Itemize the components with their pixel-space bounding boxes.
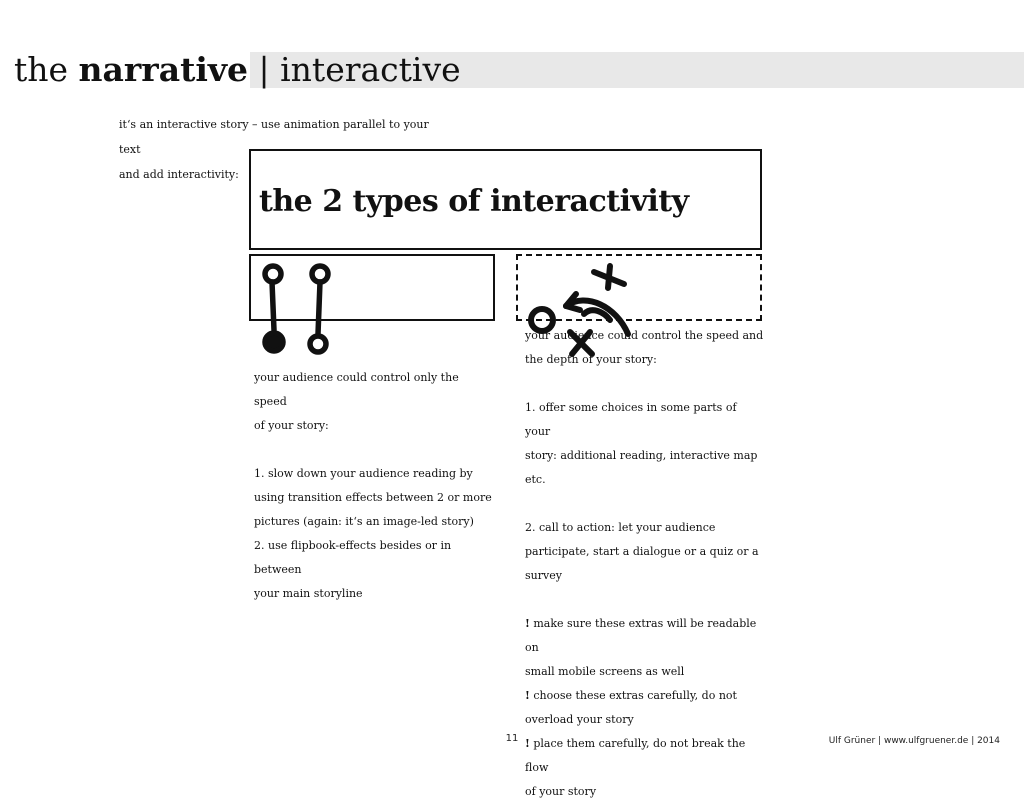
left-item2-line-1: 2. use flipbook-effects besides or in between <box>254 539 452 576</box>
left-intro-line-1: your audience could control only the speed <box>254 371 459 408</box>
slide-title <box>14 48 461 92</box>
title-the: the <box>14 50 79 89</box>
right-intro-line-1: your audience could control the speed and <box>525 329 764 342</box>
left-intro-line-2: of your story: <box>254 419 329 432</box>
right-note1-text: make sure these extras will be readable on <box>525 617 757 654</box>
footer-credit: Ulf Grüner | www.ulfgruener.de | 2014 <box>828 736 1000 746</box>
right-note2-line-1 <box>525 684 765 708</box>
right-intro-line-2: the depth of your story: <box>525 353 657 366</box>
right-note1-line-2: small mobile screens as well <box>525 665 685 678</box>
note-mark: ! <box>525 617 530 630</box>
right-note3-line-1 <box>525 732 765 780</box>
left-column-text <box>254 366 494 606</box>
right-item2-line-1: 2. call to action: let your audience <box>525 521 716 534</box>
right-item1-line-3: etc. <box>525 473 546 486</box>
note-mark: ! <box>525 737 530 750</box>
title-interactive: | interactive <box>248 50 461 89</box>
right-item2-line-2: participate, start a dialogue or a quiz or a <box>525 545 759 558</box>
left-item1-line-2: using transition effects between 2 or more <box>254 491 492 504</box>
right-note3-line-2: of your story <box>525 785 597 798</box>
right-item1-line-2: story: additional reading, interactive map <box>525 449 758 462</box>
slider-controls-icon <box>254 260 344 360</box>
intro-line-1: it‘s an interactive story – use animation parallel to your text <box>119 118 429 156</box>
page-number: 11 <box>505 733 519 744</box>
left-item2-line-2: your main storyline <box>254 587 363 600</box>
left-item1-line-1: 1. slow down your audience reading by <box>254 467 473 480</box>
title-narrative: narrative <box>78 50 249 89</box>
right-note2-text: choose these extras carefully, do not <box>529 689 737 702</box>
note-mark: ! <box>525 689 530 702</box>
left-item1-line-3: pictures (again: it‘s an image-led story) <box>254 515 474 528</box>
right-note1-line-1 <box>525 612 765 660</box>
intro-line-2: and add interactivity: <box>119 168 239 181</box>
right-note3-text: place them carefully, do not break the flow <box>525 737 746 774</box>
heading-box <box>249 149 762 250</box>
right-column-text <box>525 324 765 804</box>
right-note2-line-2: overload your story <box>525 713 634 726</box>
right-item1-line-1: 1. offer some choices in some parts of your <box>525 401 737 438</box>
box-heading: the 2 types of interactivity <box>259 184 689 219</box>
right-item2-line-3: survey <box>525 569 562 582</box>
